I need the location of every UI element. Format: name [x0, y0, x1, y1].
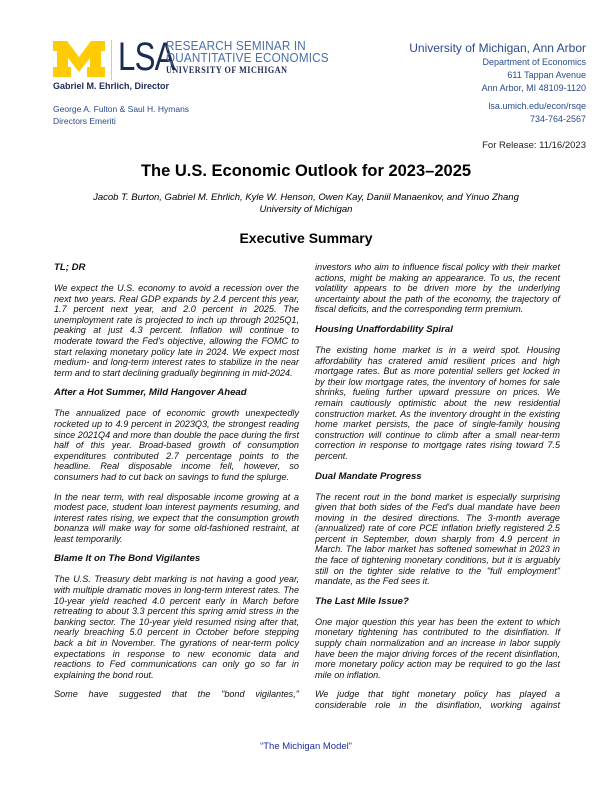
body-paragraph: investors who aim to influence fiscal policy with their market actions, might be making an appearance. To us, the recent volatility appears to be driven more by the underlying uncertainty about the path of the economy, the trajectory of fiscal deficits, and the corresponding term premium.	[315, 262, 560, 315]
section-heading: TL; DR	[54, 262, 86, 273]
section-heading: After a Hot Summer, Mild Hangover Ahead	[54, 387, 247, 399]
wordmark-line-2: QUANTITATIVE ECONOMICS	[166, 50, 329, 65]
section-title: Executive Summary	[239, 230, 373, 246]
rsqe-wordmark	[166, 40, 329, 76]
body-paragraph: One major question this year has been the extent to which monetary tightening has contributed to the disinflation. If supply chain normalization and an increase in labor supply have been the major driving forces of the recent disinflation, more monetary policy action may be required to go the last mile on inflation.	[315, 616, 560, 680]
authors-block	[0, 192, 612, 216]
wordmark-line-1: RESEARCH SEMINAR IN	[166, 38, 306, 53]
emeriti-title: Directors Emeriti	[53, 116, 116, 126]
lsa-logo: LSA	[118, 35, 175, 79]
phone: 734-764-2567	[529, 114, 586, 124]
directors-emeriti	[53, 103, 189, 127]
institution: University of Michigan, Ann Arbor	[409, 41, 586, 55]
director-name: Gabriel M. Ehrlich, Director	[53, 81, 170, 91]
website-link[interactable]: lsa.umich.edu/econ/rsqe	[488, 101, 586, 111]
release-date: For Release: 11/16/2023	[482, 140, 586, 151]
street: 611 Tappan Avenue	[507, 70, 586, 80]
block-m-logo-icon	[53, 41, 105, 77]
section-heading: Blame It on The Bond Vigilantes	[54, 553, 201, 565]
section-heading: Housing Unaffordability Spiral	[315, 323, 453, 335]
right-column	[315, 262, 560, 720]
body-paragraph: The existing home market is in a weird spot. Housing affordability has cratered amid resilient prices and high mortgage rates. But as more potential sellers get locked in by their low mortgage rates, the inventory of homes for sale shrinks, fueling further upward pressure on prices. We remain cautiously optimistic about the new residential construction market. As the inventory drought in the existing home market persists, the pace of single-family housing construction will continue to climb after a small near-term correction in response to mortgage rates rising toward 7.5 percent.	[315, 344, 560, 461]
section-heading: The Last Mile Issue?	[315, 595, 409, 607]
body-paragraph: The U.S. Treasury debt marking is not having a good year, with multiple dramatic moves in long-term interest rates. The 10-year yield reached 4.0 percent early in March before retreating to about 3.3 percent this spring amid stress in the banking sector. The 10-year yield resumed rising after that, nearly breaching 5.0 percent in October before stepping back a bit in November. The gyrations of near-term policy expectations in response to new economic data and reactions to Fed communications can only go so far in explaining the bond rout.	[54, 574, 299, 680]
section-heading: Dual Mandate Progress	[315, 470, 422, 482]
body-paragraph: We expect the U.S. economy to avoid a recession over the next two years. Real GDP expands by 2.4 percent this year, 1.7 percent next year, and 2.0 percent in 2025. The unemployment rate is projected to inch up through 2025Q1, peaking at just 4.3 percent. Inflation will continue to moderate toward the Fed's objective, allowing the FOMC to start relaxing monetary policy late in 2024. We expect most medium- and long-term interest rates to stabilize in the near term and to start declining gradually beginning in mid-2024.	[54, 283, 299, 378]
document-title: The U.S. Economic Outlook for 2023–2025	[140, 162, 472, 180]
body-paragraph: The recent rout in the bond market is especially surprising given that both sides of the Fed's dual mandate have been moving in the desired directions. The 3-month average (annualized) rate of core PCE inflation briefly registered 2.5 percent in September, down sharply from 4.9 percent in March. The labor market has softened somewhat in 2023 in the face of tightening monetary conditions, but it is arguably still on the tighter side relative to the "full employment" mandate, as the Fed sees it.	[315, 491, 560, 587]
department: Department of Economics	[482, 57, 586, 67]
body-paragraph: The annualized pace of economic growth unexpectedly rocketed up to 4.9 percent in 2023Q3, the strongest reading since 2021Q4 and more than double the pace during the first half of this year. Broad-based growth of consumption expenditures contributed 2.7 percentage points to the headline. Real disposable income fell, however, so consumers had to cut back on savings to fund the splurge.	[54, 408, 299, 482]
left-column	[54, 262, 299, 709]
body-paragraph: We judge that tight monetary policy has played a considerable role in the disinflation, working against	[315, 689, 560, 710]
body-paragraph: Some have suggested that the "bond vigilantes,"	[54, 689, 299, 700]
authors: Jacob T. Burton, Gabriel M. Ehrlich, Kyle W. Henson, Owen Kay, Daniil Manaenkov, and Yinuo Zhang	[93, 192, 519, 203]
wordmark-university: UNIVERSITY OF MICHIGAN	[166, 65, 288, 75]
footer-tagline: “The Michigan Model”	[260, 741, 352, 752]
emeriti-names: George A. Fulton & Saul H. Hymans	[53, 104, 190, 114]
address-block	[409, 40, 586, 126]
city: Ann Arbor, MI 48109-1120	[481, 83, 586, 93]
affiliation: University of Michigan	[259, 204, 353, 215]
logo-divider	[111, 40, 112, 80]
body-paragraph: In the near term, with real disposable income growing at a modest pace, student loan interest payments resuming, and interest rates rising, we expect that the consumption growth bonanza will make way for some old-fashioned restraint, at least temporarily.	[54, 491, 299, 544]
